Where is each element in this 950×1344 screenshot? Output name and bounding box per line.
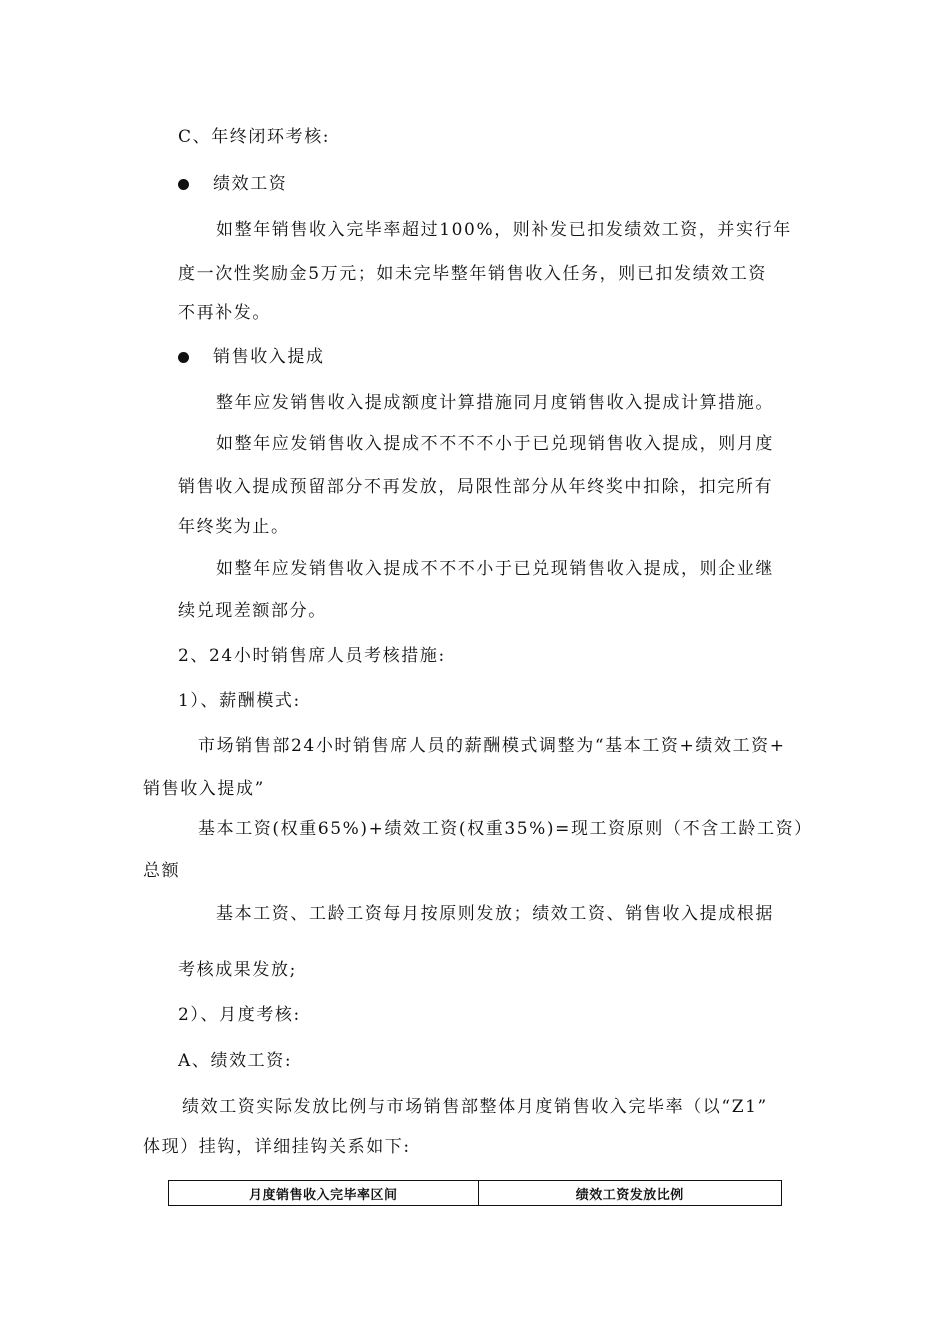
paragraph-line: 如整年应发销售收入提成不不不不小于已兑现销售收入提成，则月度	[216, 434, 774, 454]
paragraph-line: 如整年应发销售收入提成不不不小于已兑现销售收入提成，则企业继	[216, 559, 774, 579]
paragraph-line: 体现）挂钩，详细挂钩关系如下:	[143, 1137, 411, 1157]
paragraph-line: 度一次性奖励金5万元；如未完毕整年销售收入任务，则已扣发绩效工资	[178, 264, 768, 284]
table-header-cell: 绩效工资发放比例	[478, 1181, 781, 1206]
paragraph-line: 续兑现差额部分。	[178, 601, 327, 621]
subsection-a-heading: A、绩效工资:	[178, 1051, 293, 1071]
paragraph-line: 基本工资、工龄工资每月按原则发放；绩效工资、销售收入提成根据	[216, 904, 774, 924]
paragraph-line: 如整年销售收入完毕率超过100%，则补发已扣发绩效工资，并实行年	[216, 220, 792, 240]
table-header-cell: 月度销售收入完毕率区间	[169, 1181, 479, 1206]
section-2-heading: 2、24小时销售席人员考核措施:	[178, 646, 446, 666]
subsection-2-heading: 2）、月度考核:	[178, 1005, 301, 1025]
paragraph-line: 绩效工资实际发放比例与市场销售部整体月度销售收入完毕率（以“Z1”	[182, 1097, 768, 1117]
paragraph-line: 总额	[143, 861, 181, 881]
bullet-sales-commission: 销售收入提成	[213, 347, 325, 367]
bullet-dot-icon	[178, 179, 189, 190]
paragraph-line: 不再补发。	[178, 303, 271, 323]
table-header-row	[169, 1181, 782, 1206]
formula-line: 基本工资(权重65%)+绩效工资(权重35%)=现工资原则（不含工龄工资）	[198, 819, 813, 839]
bullet-performance-salary: 绩效工资	[213, 174, 288, 194]
subsection-1-heading: 1）、薪酬模式:	[178, 691, 301, 711]
paragraph-line: 整年应发销售收入提成额度计算措施同月度销售收入提成计算措施。	[216, 393, 774, 413]
paragraph-line: 销售收入提成预留部分不再发放，局限性部分从年终奖中扣除，扣完所有	[178, 477, 774, 497]
paragraph-line: 考核成果发放;	[178, 960, 297, 980]
section-c-heading: C、年终闭环考核:	[178, 127, 331, 147]
paragraph-line: 市场销售部24小时销售席人员的薪酬模式调整为“基本工资+绩效工资+	[198, 736, 786, 756]
paragraph-line: 年终奖为止。	[178, 517, 290, 537]
performance-ratio-table	[168, 1180, 782, 1206]
paragraph-line: 销售收入提成”	[143, 779, 265, 799]
bullet-dot-icon	[178, 352, 189, 363]
